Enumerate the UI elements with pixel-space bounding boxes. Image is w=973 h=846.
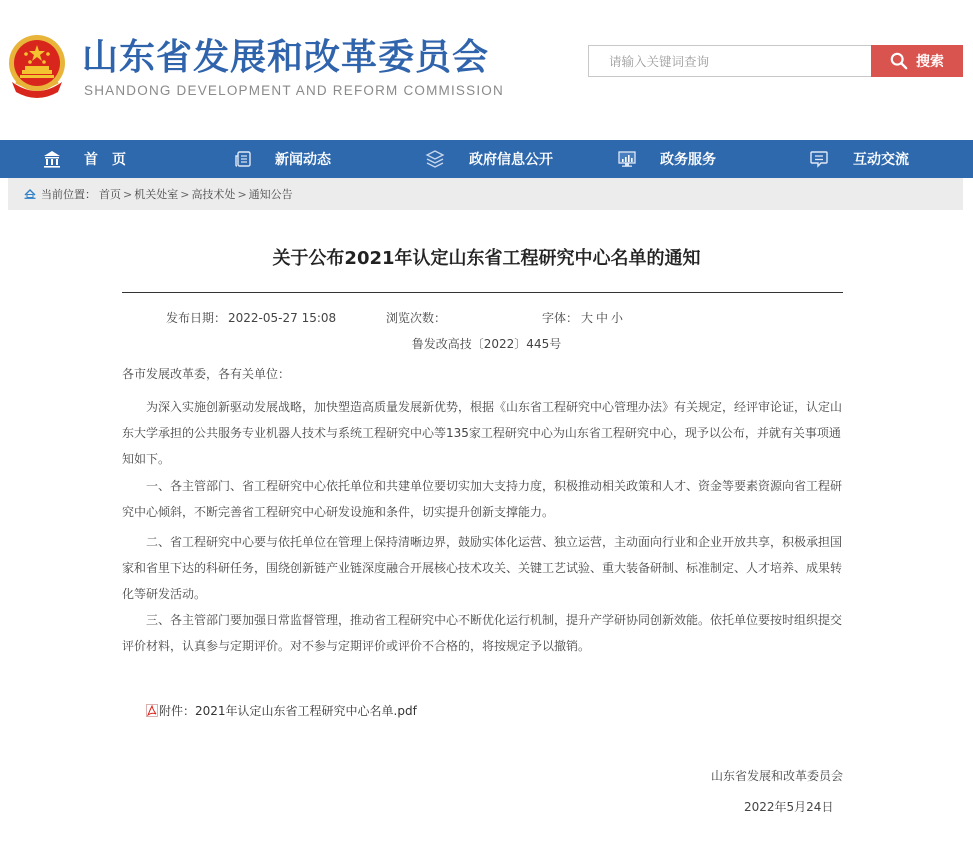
search-input[interactable] (589, 46, 872, 76)
breadcrumb-item-hightech[interactable]: 高技术处 (191, 188, 236, 201)
paragraph-item-3: 三、各主管部门要加强日常监督管理，推动省工程研究中心不断优化运行机制，提升产学研协同创新效能。依托单位要按时组织提交评价材料，认真参与定期评价。对不参与定期评价或评价不合格的，将按规定予以撤销。 (122, 613, 843, 653)
nav-item-home[interactable] (42, 140, 126, 178)
paragraph-intro: 为深入实施创新驱动发展战略，加快塑造高质量发展新优势，根据《山东省工程研究中心管理办法》有关规定，经评审论证，认定山东大学承担的公共服务专业机器人技术与系统工程研究中心等135家工程研究中心为山东省工程研究中心，现予以公布，并就有关事项通知如下。 (122, 400, 843, 466)
signature-org: 山东省发展和改革委员会 (711, 769, 844, 783)
view-count-label: 浏览次数： (386, 311, 447, 325)
breadcrumb-separator: > (237, 187, 247, 201)
building-icon (42, 149, 62, 169)
view-count (386, 309, 446, 326)
signature-date: 2022年5月24日 (744, 800, 834, 814)
title-divider (122, 292, 843, 293)
newspaper-icon (233, 149, 253, 169)
attachment-label: 附件： (159, 704, 196, 718)
site-subtitle: SHANDONG DEVELOPMENT AND REFORM COMMISSION (84, 83, 504, 98)
chart-monitor-icon (617, 149, 637, 169)
main-nav (0, 140, 973, 178)
national-emblem-icon[interactable] (6, 34, 68, 100)
search-button[interactable] (871, 45, 963, 77)
font-size-medium-button[interactable]: 中 (596, 311, 609, 325)
paragraph-item-1: 一、各主管部门、省工程研究中心依托单位和共建单位要切实加大支持力度，积极推动相关政策和人才、资金等要素资源向省工程研究中心倾斜，不断完善省工程研究中心研发设施和条件，切实提升创新支撑能力。 (122, 479, 843, 519)
nav-item-label: 政务服务 (660, 152, 716, 168)
salutation: 各市发展改革委，各有关单位： (122, 367, 291, 381)
search-icon (890, 52, 908, 70)
nav-item-label: 政府信息公开 (469, 152, 553, 168)
nav-item-services[interactable] (617, 140, 716, 178)
attachment-filename: 2021年认定山东省工程研究中心名单.pdf (195, 704, 417, 718)
nav-item-label: 互动交流 (853, 152, 909, 168)
breadcrumb-item-notices[interactable]: 通知公告 (248, 188, 293, 201)
breadcrumb-separator: > (123, 187, 133, 201)
chat-icon (809, 149, 829, 169)
home-icon (24, 189, 36, 199)
pdf-icon (146, 704, 158, 717)
publish-date (166, 309, 336, 326)
breadcrumb-item-home[interactable]: 首页 (99, 188, 121, 201)
nav-item-interaction[interactable] (809, 140, 909, 178)
site-title[interactable]: 山东省发展和改革委员会 (82, 37, 490, 78)
search-box (588, 45, 872, 77)
nav-item-label: 首 页 (84, 152, 126, 168)
font-size-label: 字体： (542, 311, 579, 325)
layers-icon (425, 149, 445, 169)
breadcrumb (8, 178, 963, 210)
breadcrumb-item-departments[interactable]: 机关处室 (134, 188, 179, 201)
search-button-label: 搜索 (916, 54, 944, 70)
nav-item-gov-info[interactable] (425, 140, 553, 178)
article-title: 关于公布2021年认定山东省工程研究中心名单的通知 (272, 248, 701, 269)
font-size-small-button[interactable]: 小 (611, 311, 624, 325)
font-size-selector (542, 309, 623, 326)
attachment-link[interactable] (146, 702, 417, 719)
font-size-large-button[interactable]: 大 (581, 311, 594, 325)
breadcrumb-prefix: 当前位置： (41, 188, 96, 201)
nav-item-news[interactable] (233, 140, 331, 178)
document-number: 鲁发改高技〔2022〕445号 (411, 337, 562, 351)
paragraph-item-2: 二、省工程研究中心要与依托单位在管理上保持清晰边界，鼓励实体化运营、独立运营，主动面向行业和企业开放共享，积极承担国家和省里下达的科研任务，围绕创新链产业链深度融合开展核心技术攻关、关键工艺试验、重大装备研制、标准制定、人才培养、成果转化等研发活动。 (122, 535, 843, 601)
publish-date-label: 发布日期： (166, 311, 227, 325)
publish-date-value: 2022-05-27 15:08 (228, 311, 337, 325)
breadcrumb-separator: > (180, 187, 190, 201)
site-header (0, 0, 973, 140)
nav-item-label: 新闻动态 (275, 152, 331, 168)
